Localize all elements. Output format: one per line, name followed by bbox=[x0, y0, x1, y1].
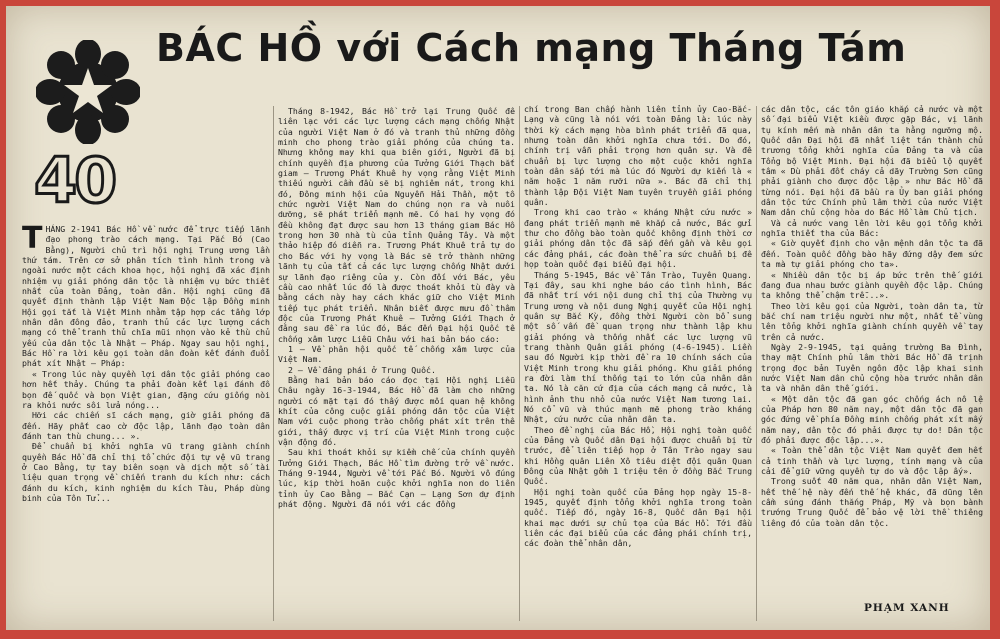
paragraph: Trong suốt 40 năm qua, nhân dân Việt Nam, hết thế hệ này đến thế hệ khác, đã dũng lên cầm súng đánh thắng Pháp, Mỹ và bọn bành trướng Trung Quốc để bảo vệ lời thề thiêng liêng đó của toàn dân tộc. bbox=[761, 476, 983, 528]
paragraph: « Toàn thể dân tộc Việt Nam quyết đem hết cả tinh thần và lực lượng, tính mạng và của cải để giữ vững quyền tự do và độc lập ấy». bbox=[761, 445, 983, 477]
paragraph: các dân tộc, các tôn giáo khắp cả nước và một số đại biểu Việt kiều được gặp Bác, vị lãnh tụ kính mến mà nhân dân ta hằng ngưỡng mộ. Quốc dân Đại hội đã nhất liệt tán thành chủ trương tổng khởi nghĩa của Đảng ta và của Tổng bộ Việt Minh. Đại hội đã biểu lộ quyết tâm « Dù phải đốt cháy cả dãy Trường Sơn cũng phải giành cho được độc lập » như Bác Hồ đã từng nói. Đại hội đã bầu ra Ủy ban giải phóng dân tộc tức Chính phủ lâm thời của nước Việt Nam dân chủ cộng hòa do Bác Hồ làm Chủ tịch. bbox=[761, 104, 983, 218]
article-column-1 bbox=[22, 224, 270, 622]
article-column-2 bbox=[278, 106, 515, 622]
author-signature: PHẠM XANH bbox=[864, 602, 950, 614]
paragraph: Tháng 5-1945, Bác về Tân Trào, Tuyên Quang. Tại đây, sau khi nghe báo cáo tình hình, Bác đã nhất trí với nội dung chỉ thị của Thường vụ Trung ương và nội dung Nghị quyết của Hội nghị quân sự Bắc Kỳ, đồng thời Người còn bổ sung một số vấn đề quan trọng như thành lập khu giải phóng và thống nhất các lực lượng vũ trang thành Quân giải phóng (4-6-1945). Liền sau đó Người kịp thời đề ra 10 chính sách của Việt Minh trong khu giải phóng. Khu giải phóng ra đời làm thí thống tại to lớn của nhân dân ta. Nó là căn cứ địa của cách mạng cả nước, là hình ảnh thu nhỏ của nước Việt Nam tương lai. Nó cổ vũ và thúc mạnh mẽ phong trào kháng Nhật, cứu nước của nhân dân ta. bbox=[524, 269, 752, 425]
paragraph: « Trong lúc này quyền lợi dân tộc giải phóng cao hơn hết thảy. Chúng ta phải đoàn kết lại đánh đổ bọn đế quốc và bọn Việt gian, đặng cứu giống nòi ra khỏi nước sôi lửa nóng... bbox=[22, 368, 270, 410]
drop-cap: T bbox=[22, 224, 43, 256]
paragraph: 2 – Về đảng phái ở Trung Quốc. bbox=[288, 364, 436, 375]
paragraph: Và cả nước vang lên lời kêu gọi tổng khởi nghĩa thiết tha của Bác: bbox=[761, 217, 983, 239]
article-column-3 bbox=[524, 104, 752, 622]
paragraph: Theo lời kêu gọi của Người, toàn dân ta, từ bắc chí nam triệu người như một, nhất tề vùng lên tổng khởi nghĩa giành chính quyền về tay trên cả nước. bbox=[761, 300, 983, 342]
column-divider bbox=[273, 106, 274, 621]
paragraph: « Giờ quyết định cho vận mệnh dân tộc ta đã đến. Toàn quốc đồng bào hãy đứng dậy đem sức ta mà tự giải phóng cho ta». bbox=[761, 238, 983, 270]
paragraph: Để chuẩn bị khởi nghĩa vũ trang giành chính quyền Bác Hồ đã chỉ thị tổ chức đội tự vệ vũ trang ở Cao Bằng, tự tay biên soạn và dịch một số tài liệu quan trọng về chiến tranh du kích như: cách đánh du kích, kinh nghiệm du kích Tàu, Pháp dùng binh của Tôn Tử... bbox=[22, 441, 270, 503]
star-emblem-icon bbox=[36, 40, 140, 144]
article-column-4 bbox=[761, 104, 983, 592]
paragraph: Theo đề nghị của Bác Hồ, Hội nghị toàn quốc của Đảng và Quốc dân Đại hội được chuẩn bị từ trước, để liên tiếp họp ở Tân Trào ngay sau khi Hồng quân Liên Xô tiêu diệt đội quân Quan Đông của Nhật gồm 1 triệu tên ở đồng Bắc Trung Quốc. bbox=[524, 424, 752, 487]
paragraph: « Nhiều dân tộc bị áp bức trên thế giới đang đua nhau bước giành quyền độc lập. Chúng ta không thể chậm trễ...». bbox=[761, 269, 983, 301]
paragraph: chí trong Ban chấp hành liên tỉnh ủy Cao-Bắc-Lạng và cũng là nói với toàn Đảng là: lúc này thời kỳ cách mạng hòa bình phát triển đã qua, nhưng toàn dân khởi nghĩa chưa tới. Do đó, chính trị vẫn phải trọng hơn quân sự. Và để chuẩn bị lực lượng cho một cuộc khởi nghĩa toàn dân sắp tới mà lúc đó Người dự kiến là « năm hoặc 1 năm rưỡi nữa ». Bác đã chỉ thị thành lập Đội Việt Nam tuyên truyền giải phóng quân. bbox=[524, 104, 752, 208]
column-divider bbox=[756, 106, 757, 621]
paragraph: Hội nghị toàn quốc của Đảng họp ngày 15-8-1945, quyết định tổng khởi nghĩa trong toàn quốc. Tiếp đó, ngày 16-8, Quốc dân Đại hội khai mạc dưới sự chủ tọa của Bác Hồ. Tới đầu liên các đại biểu của các đảng phái chính trị, các đoàn thể nhân dân, bbox=[524, 486, 752, 549]
paragraph: Sau khi thoát khỏi sự kiềm chế của chính quyền Tưởng Giới Thạch, Bác Hồ tìm đường trở về nước. Tháng 9-1944, Người về tới Pắc Bó. Người vô đúng lúc, kịp thời hoãn cuộc khởi nghĩa non do liên tỉnh ủy Cao Bằng – Bắc Cạn – Lạng Sơn dự định phát động. Người đã nói với các đồng bbox=[278, 447, 515, 510]
paragraph: Trong khi cao trào « kháng Nhật cứu nước » đang phát triển mạnh mẽ khắp cả nước, Bác gửi thư cho đồng bào toàn quốc không định thời cơ giải phóng dân tộc đã sắp đến gần và kêu gọi các đảng phái, các đoàn thể ra sức chuẩn bị để họp toàn quốc đại biểu đại hội. bbox=[524, 207, 752, 270]
headline: BÁC HỒ với Cách mạng Tháng Tám bbox=[156, 26, 907, 70]
paragraph: « Một dân tộc đã gan góc chống ách nô lệ của Pháp hơn 80 năm nay, một dân tộc đã gan góc đứng về phía Đồng minh chống phát xít mấy năm nay, dân tộc đó phải được tự do! Dân tộc đó phải được độc lập...». bbox=[761, 393, 983, 445]
paragraph: Hỡi các chiến sĩ cách mạng, giờ giải phóng đã đến. Hãy phất cao cờ độc lập, lãnh đạo toàn dân đánh tan thù chung... ». bbox=[22, 410, 270, 441]
paragraph: Bằng hai bản báo cáo đọc tại Hội nghị Liễu Châu ngày 16-3-1944, Bác Hồ đã làm cho những người có mặt tại đó thấy được mối quan hệ không khít của công cuộc giải phóng dân tộc của Việt Nam với cuộc phong trào chống phát xít trên thế giới, thấy được vị trí của Việt Minh trong cuộc vận động đó. bbox=[278, 374, 515, 447]
paragraph: HÁNG 2-1941 Bác Hồ về nước để trực tiếp lãnh đạo phong trào cách mạng. Tại Pắc Bó (Cao Bằng), Người chủ trì hội nghị Trung ương lần thứ tám. Trên cơ sở phân tích tình hình trong và ngoài nước một cách khoa học, hội nghị đã xác định nhiệm vụ giải phóng dân tộc là nhiệm vụ bức thiết nhất của toàn Đảng, toàn dân. Hội nghị cũng đã quyết định thành lập Việt Nam Độc lập Đồng minh Hội gọi tắt là Việt Minh nhằm tập hợp các tầng lớp nhân dân đông đảo, tranh thủ các lực lượng cách mạng có thể tranh thủ chĩa mũi nhọn vào kẻ thù chủ yếu của dân tộc là Nhật – Pháp. Ngay sau hội nghị, Bác Hồ ra lời kêu gọi toàn dân đoàn kết đánh đuổi phát xít Nhật – Pháp: bbox=[22, 224, 270, 369]
newspaper-page bbox=[6, 6, 990, 630]
paragraph: Ngày 2-9-1945, tại quảng trường Ba Đình, thay mặt Chính phủ lâm thời Bác Hồ đã trịnh trọng đọc bản Tuyên ngôn độc lập khai sinh nước Việt Nam dân chủ cộng hòa trước nhân dân ta và nhân dân thế giới. bbox=[761, 341, 983, 394]
paragraph: 1 – Về phân hội quốc tế chống xâm lược của Việt Nam. bbox=[278, 343, 515, 365]
anniversary-number: 40 bbox=[34, 144, 115, 217]
paragraph: Tháng 8-1942, Bác Hồ trở lại Trung Quốc để liên lạc với các lực lượng cách mạng chống Nhật của người Việt Nam ở đó và tranh thủ những đồng minh cho phong trào giải phóng của chúng ta. Nhưng không may khi qua biên giới, Người đã bị chính quyền địa phương của Tưởng Giới Thạch bắt giam – Trương Phát Khuê hy vọng rằng Việt Minh thiếu người cầm đầu sẽ bị nghiêm nát, trong khi đó, Đông minh hội của Nguyễn Hải Thần, một tổ chức người Việt Nam do chúng nọn ra và nuôi dưỡng, sẽ phát triển mạnh mẽ. Có hai hy vọng đó đều không đạt được sau hơn 13 tháng giam Bác Hồ trong hơn 30 nhà tù của tỉnh Quảng Tây. Và một thảo hiệp đó diễn ra. Trương Phát Khuê trả tự do cho Bác với hy vọng là Bác sẽ trở thành những lãnh tụ của tất cả các lực lượng chống Nhật dưới sự lãnh đạo riêng của y. Còn đối với Bác, yêu cầu cao nhất lúc đó là được thoát khỏi tù đày và bằng cách này hay cách khác giữ cho Việt Minh tiếp tục phát triển. Nhân biết được mưu đồ thâm độc của Trương Phát Khuê – Tưởng Giới Thạch ở đằng sau đề ra lúc đó, Bác đến Đại hội Quốc tế chống xâm lược Liễu Châu với hai bản báo cáo: bbox=[278, 106, 515, 344]
column-divider bbox=[519, 106, 520, 621]
